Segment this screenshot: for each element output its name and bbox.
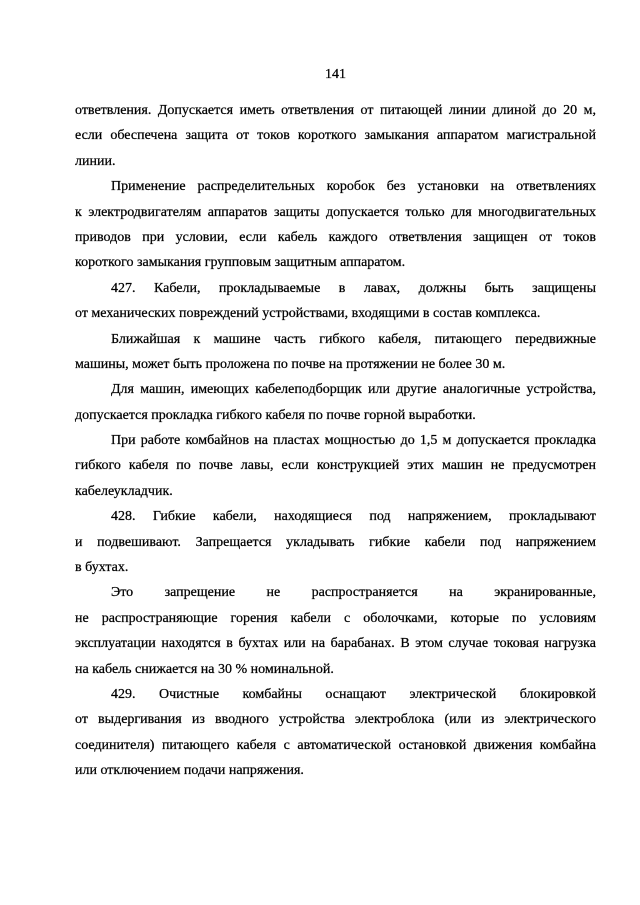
paragraph bbox=[75, 377, 596, 428]
text-line: 427. Кабели, прокладываемые в лавах, должны быть защищены bbox=[111, 280, 596, 296]
text-line: соединителя) питающего кабеля с автоматической остановкой движения комбайна bbox=[75, 737, 596, 753]
paragraph-clause-429 bbox=[75, 682, 596, 784]
text-line: гибкого кабеля по почве лавы, если конструкцией этих машин не предусмотрен bbox=[75, 458, 596, 474]
text-line: При работе комбайнов на пластах мощностью до 1,5 м допускается прокладка bbox=[111, 433, 596, 449]
text-line: Это запрещение не распространяется на экранированные, bbox=[111, 585, 596, 601]
text-line: или отключением подачи напряжения. bbox=[75, 763, 304, 779]
document-body bbox=[75, 98, 596, 784]
text-line: машины, может быть проложена по почве на протяжении не более 30 м. bbox=[75, 356, 506, 372]
text-line: Ближайшая к машине часть гибкого кабеля, питающего передвижные bbox=[111, 331, 596, 347]
text-line: на кабель снижается на 30 % номинальной. bbox=[75, 661, 334, 677]
paragraph bbox=[75, 327, 596, 378]
text-line: от выдергивания из вводного устройства электроблока (или из электрического bbox=[75, 712, 596, 728]
text-line: ответвления. Допускается иметь ответвления от питающей линии длиной до 20 м, bbox=[75, 103, 596, 118]
text-line: кабелеукладчик. bbox=[75, 483, 173, 499]
paragraph bbox=[75, 428, 596, 504]
text-line: короткого замыкания групповым защитным аппаратом. bbox=[75, 255, 406, 271]
text-line: линии. bbox=[75, 153, 116, 169]
text-line: от механических повреждений устройствами, входящими в состав комплекса. bbox=[75, 306, 541, 322]
paragraph bbox=[75, 174, 596, 276]
paragraph-clause-428 bbox=[75, 504, 596, 580]
text-line: Применение распределительных коробок без установки на ответвлениях bbox=[111, 179, 596, 195]
paragraph-continued bbox=[75, 98, 596, 174]
text-line: приводов при условии, если кабель каждого ответвления защищен от токов bbox=[75, 229, 596, 245]
page-number: 141 bbox=[325, 67, 346, 82]
text-line: к электродвигателям аппаратов защиты допускается только для многодвигательных bbox=[75, 204, 596, 220]
text-line: 428. Гибкие кабели, находящиеся под напряжением, прокладывают bbox=[111, 509, 596, 525]
text-line: 429. Очистные комбайны оснащают электрической блокировкой bbox=[111, 686, 596, 702]
text-line: и подвешивают. Запрещается укладывать гибкие кабели под напряжением bbox=[75, 534, 596, 550]
text-line: если обеспечена защита от токов короткого замыкания аппаратом магистральной bbox=[75, 128, 596, 144]
text-line: эксплуатации находятся в бухтах или на барабанах. В этом случае токовая нагрузка bbox=[75, 636, 596, 652]
text-line: в бухтах. bbox=[75, 560, 129, 576]
text-line: Для машин, имеющих кабелеподборщик или другие аналогичные устройства, bbox=[111, 382, 596, 398]
text-line: не распространяющие горения кабели с оболочками, которые по условиям bbox=[75, 610, 596, 626]
paragraph-clause-427 bbox=[75, 276, 596, 327]
text-line: допускается прокладка гибкого кабеля по почве горной выработки. bbox=[75, 407, 476, 423]
paragraph bbox=[75, 580, 596, 682]
